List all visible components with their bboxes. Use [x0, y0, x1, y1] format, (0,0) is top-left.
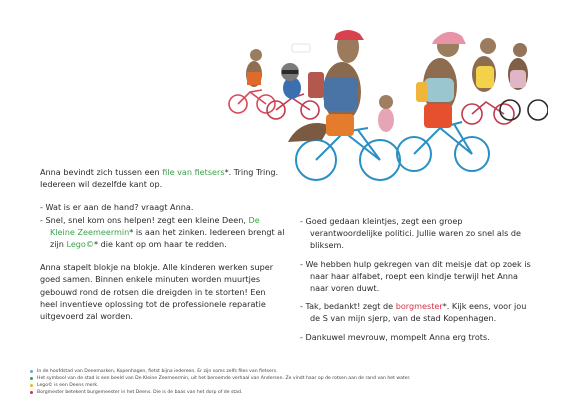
dialog-line-1-text: - Wat is er aan de hand? vraagt Anna.: [40, 202, 194, 213]
small-bicycle-left: [229, 90, 275, 113]
intro-text-end: *. Tring Tring. Iedereen wil dezelfde kant op.: [40, 167, 279, 190]
far-right-bicycles: [462, 100, 548, 124]
small-pink-child: [378, 95, 394, 132]
intro-highlight: file van fietsers: [162, 167, 225, 177]
dialog-line-2-highlight: De Kleine Zeemeermin: [50, 214, 260, 237]
dialog-right-3-end: *. Kijk eens, voor jou de S van mijn sjerp, van de stad Kopenhagen.: [310, 301, 527, 324]
intro-text-start: Anna bevindt zich tussen een: [40, 167, 163, 177]
dialog-right-3-start: - Tak, bedankt! zegt de: [300, 301, 396, 312]
footnote-4-text: Borgmester betekent burgemeester in het Deens. Die is de baas van het dorp of de stad.: [37, 390, 243, 396]
far-right-riders: [472, 38, 528, 92]
story-left-column: [40, 166, 285, 322]
footnote-4: [30, 389, 550, 396]
main-paragraph: Anna stapelt blokje na blokje. Alle kinderen werken super goed samen. Binnen enkele minuten worden muurtjes gebouwd rond de rotsen die dreigden in te storten! Een heel inventieve oplossing tot de professionele reparatie uitgevoerd zal worden.: [40, 262, 274, 322]
cyclists-illustration: [218, 22, 548, 187]
raccoon-rider: [281, 44, 310, 99]
dialog-line-1: [40, 201, 285, 213]
footnote-3-text: Lego© is een Deens merk.: [37, 383, 99, 389]
story-right-column: [300, 215, 536, 343]
dialog-line-2-lego: Lego©: [66, 239, 94, 250]
rider-pink-hat: [416, 32, 466, 128]
small-rider-left: [246, 49, 262, 87]
footnote-bullet-icon: [30, 377, 33, 380]
dialog-right-1: - Goed gedaan kleintjes, zegt een groep verantwoordelijke politici. Jullie waren zo snel als de bliksem.: [300, 216, 521, 251]
footnote-1-text: In de hoofdstad van Denemarken, Kopenhagen, fietst bijna iedereen. Er zijn soms zelfs files van fietsers.: [37, 369, 278, 374]
footnote-3: [30, 382, 550, 389]
dialog-right-2: - We hebben hulp gekregen van dit meisje dat op zoek is naar haar alfabet, roept een kindje terwijl het Anna naar voren duwt.: [300, 258, 531, 294]
footnote-bullet-icon: [30, 391, 33, 394]
footnote-bullet-icon: [30, 384, 33, 387]
dialog-line-2-mid: * is aan het zinken. Iedereen brengt al zijn: [50, 226, 285, 250]
dialog-line-2: [40, 214, 285, 251]
footnote-2-text: Het symbool van de stad is een beeld van De Kleine Zeemeermin, uit het beroemde verhaal van Andersen. Ze vindt haar op de rotsen aan de rand van het water.: [37, 376, 411, 382]
dialog-line-2-start: - Snel, snel kom ons helpen! zegt een kleine Deen,: [40, 214, 249, 225]
right-bicycle: [397, 122, 489, 171]
dialog-line-2-end: * die kant op om haar te redden.: [93, 239, 227, 250]
dialog-right-4: - Dankuwel mevrouw, mompelt Anna erg trots.: [300, 331, 490, 342]
footnote-2: [30, 375, 550, 382]
footnote-1: [30, 368, 550, 375]
dialog-right-3: [300, 300, 536, 324]
footnote-bullet-icon: [30, 370, 33, 373]
intro-paragraph: [40, 166, 285, 190]
dialog-right-3-highlight: borgmester: [395, 301, 443, 312]
footnotes: [30, 368, 550, 396]
